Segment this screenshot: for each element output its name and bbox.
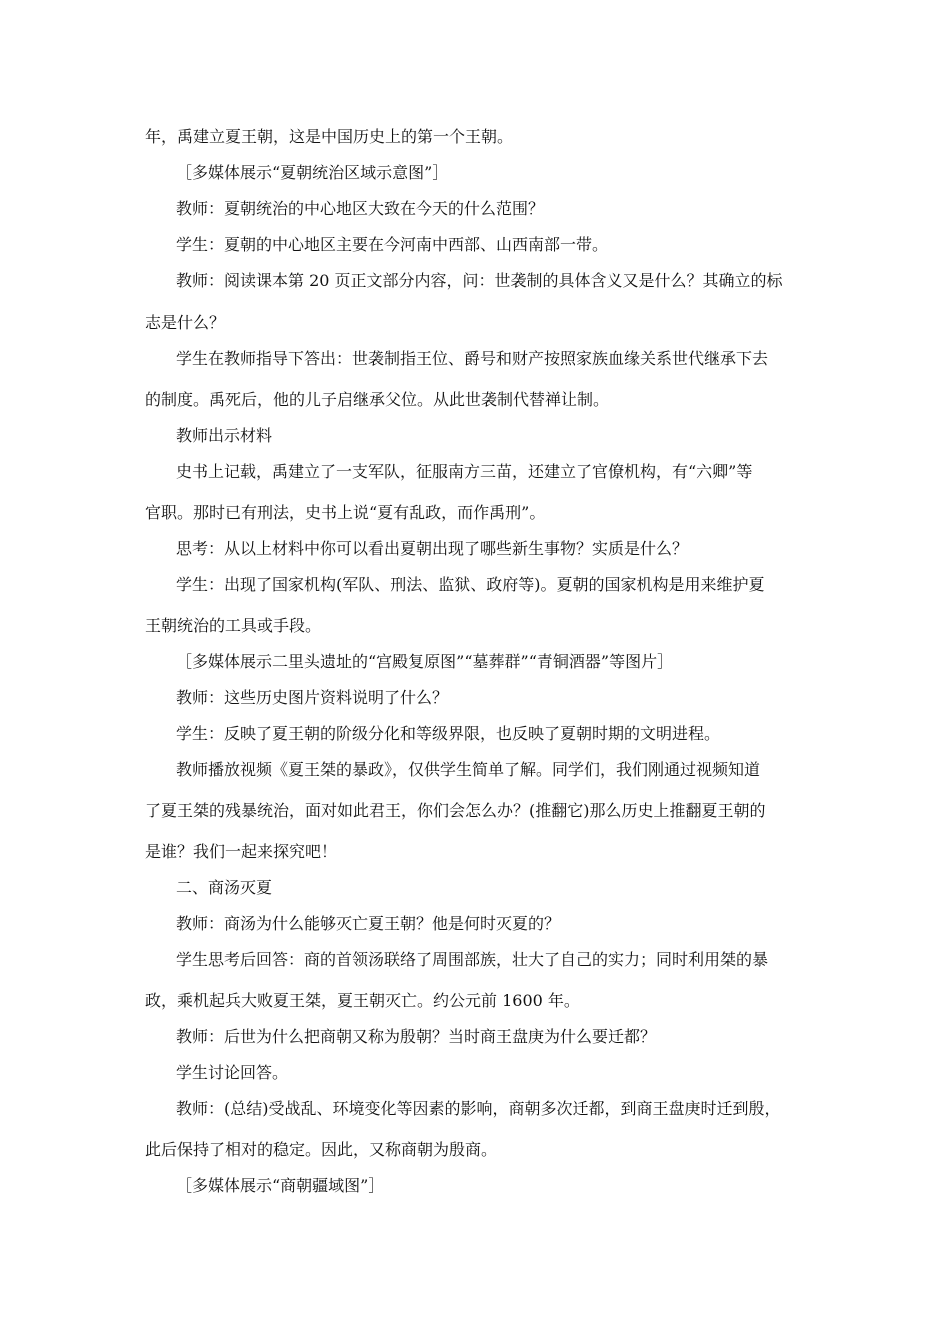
paragraph-line: 教师：阅读课本第 20 页正文部分内容，问：世袭制的具体含义又是什么？其确立的标	[176, 271, 783, 290]
paragraph-line: 王朝统治的工具或手段。	[145, 616, 322, 635]
paragraph-line: 教师：夏朝统治的中心地区大致在今天的什么范围？	[176, 199, 545, 218]
paragraph-line: 此后保持了相对的稳定。因此，又称商朝为殷商。	[145, 1140, 498, 1159]
paragraph-line: 志是什么？	[145, 313, 226, 332]
paragraph-line: 教师：这些历史图片资料说明了什么？	[176, 688, 449, 707]
paragraph-line: 了夏王桀的残暴统治，面对如此君王，你们会怎么办？(推翻它)那么历史上推翻夏王朝的	[145, 801, 766, 820]
paragraph-line: 史书上记载，禹建立了一支军队，征服南方三苗，还建立了官僚机构，有“六卿”等	[176, 462, 753, 481]
paragraph-line: 学生在教师指导下答出：世袭制指王位、爵号和财产按照家族血缘关系世代继承下去	[176, 349, 769, 368]
paragraph-line: 学生：出现了国家机构(军队、刑法、监狱、政府等)。夏朝的国家机构是用来维护夏	[176, 575, 765, 594]
paragraph-line: 官职。那时已有刑法，史书上说“夏有乱政，而作禹刑”。	[145, 503, 546, 522]
paragraph-line: 学生思考后回答：商的首领汤联络了周围部族，壮大了自己的实力；同时利用桀的暴	[176, 950, 769, 969]
paragraph-line: ［多媒体展示“商朝疆域图”］	[176, 1176, 385, 1195]
section-heading: 二、商汤灭夏	[176, 878, 273, 897]
paragraph-line: 教师播放视频《夏王桀的暴政》，仅供学生简单了解。同学们，我们刚通过视频知道	[176, 760, 761, 779]
paragraph-line: 政，乘机起兵大败夏王桀，夏王朝灭亡。约公元前 1600 年。	[145, 991, 580, 1010]
paragraph-line: 教师出示材料	[176, 426, 273, 445]
paragraph-line: ［多媒体展示二里头遗址的“宫殿复原图”“墓葬群”“青铜酒器”等图片］	[176, 652, 674, 671]
paragraph-line: 教师：商汤为什么能够灭亡夏王朝？他是何时灭夏的？	[176, 914, 561, 933]
paragraph-line: 教师：(总结)受战乱、环境变化等因素的影响，商朝多次迁都，到商王盘庚时迁到殷，	[176, 1099, 781, 1118]
paragraph-line: 学生：夏朝的中心地区主要在今河南中西部、山西南部一带。	[176, 235, 609, 254]
paragraph-line: 思考：从以上材料中你可以看出夏朝出现了哪些新生事物？实质是什么？	[176, 539, 689, 558]
paragraph-line: 的制度。禹死后，他的儿子启继承父位。从此世袭制代替禅让制。	[145, 390, 610, 409]
paragraph-line: 年，禹建立夏王朝，这是中国历史上的第一个王朝。	[145, 127, 514, 146]
paragraph-line: ［多媒体展示“夏朝统治区域示意图”］	[176, 163, 449, 182]
paragraph-line: 学生：反映了夏王朝的阶级分化和等级界限，也反映了夏朝时期的文明进程。	[176, 724, 721, 743]
paragraph-line: 是谁？我们一起来探究吧！	[145, 842, 338, 861]
paragraph-line: 教师：后世为什么把商朝又称为殷朝？当时商王盘庚为什么要迁都？	[176, 1027, 657, 1046]
paragraph-line: 学生讨论回答。	[176, 1063, 289, 1082]
